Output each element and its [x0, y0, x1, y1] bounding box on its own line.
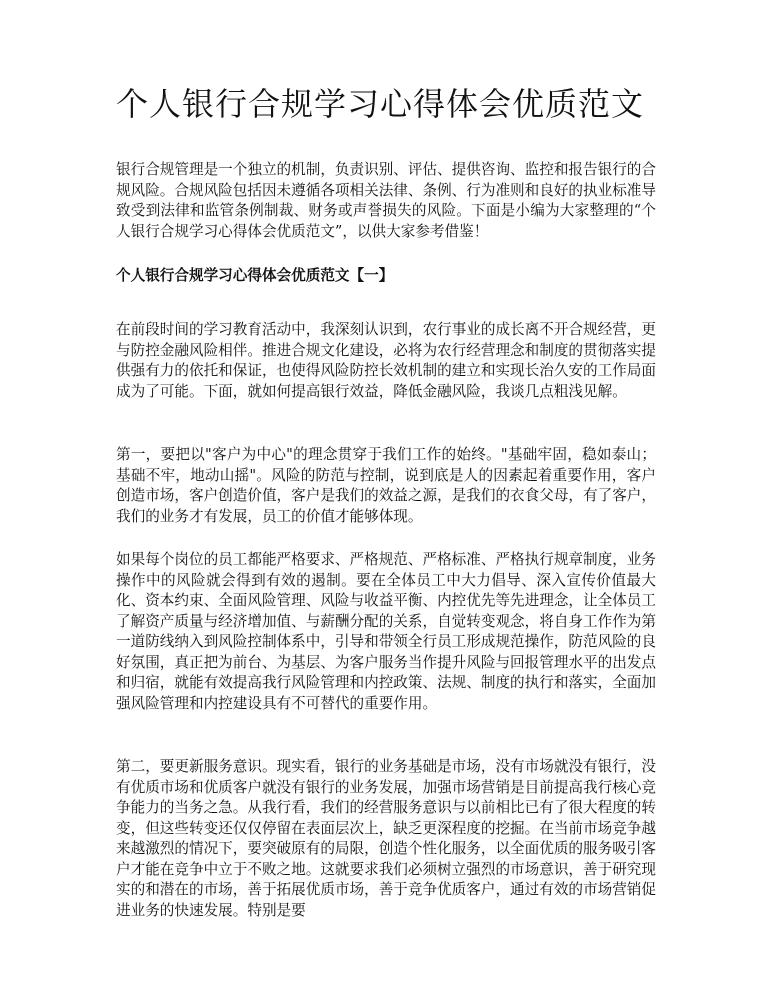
intro-paragraph: 银行合规管理是一个独立的机制，负责识别、评估、提供咨询、监控和报告银行的合规风险。合规风险包括因未遵循各项相关法律、条例、行为准则和良好的执业标准导致受到法律和监管条例制裁、财务或声誉损失的风险。下面是小编为大家整理的“个人银行合规学习心得体会优质范文”，以供大家参考借鉴！	[116, 161, 656, 240]
section-heading: 个人银行合规学习心得体会优质范文【一】	[116, 267, 394, 284]
body-paragraph-2: 第一，要把以"客户为中心"的理念贯穿于我们工作的始终。"基础牢固，稳如泰山；基础不牢，地动山摇"。风险的防范与控制，说到底是人的因素起着重要作用，客户创造市场，客户创造价值，客户是我们的效益之源，是我们的衣食父母，有了客户，我们的业务才有发展，员工的价值才能够体现。	[116, 446, 656, 525]
body-paragraph-1: 在前段时间的学习教育活动中，我深刻认识到，农行事业的成长离不开合规经营，更与防控金融风险相伴。推进合规文化建设，必将为农行经营理念和制度的贯彻落实提供强有力的依托和保证，也使得风险防控长效机制的建立和实现长治久安的工作局面成为了可能。下面，就如何提高银行效益，降低金融风险，我谈几点粗浅见解。	[116, 321, 656, 400]
body-paragraph-3: 如果每个岗位的员工都能严格要求、严格规范、严格标准、严格执行规章制度，业务操作中的风险就会得到有效的遏制。要在全体员工中大力倡导、深入宣传价值最大化、资本约束、全面风险管理、风险与收益平衡、内控优先等先进理念，让全体员工了解资产质量与经济增加值、与薪酬分配的关系，自觉转变观念，将自身工作作为第一道防线纳入到风险控制体系中，引导和带领全行员工形成规范操作，防范风险的良好氛围，真正把为前台、为基层、为客户服务当作提升风险与回报管理水平的出发点和归宿，就能有效提高我行风险管理和内控政策、法规、制度的执行和落实，全面加强风险管理和内控建设具有不可替代的重要作用。	[116, 551, 656, 712]
body-paragraph-4: 第二，要更新服务意识。现实看，银行的业务基础是市场，没有市场就没有银行，没有优质市场和优质客户就没有银行的业务发展，加强市场营销是目前提高我行核心竞争能力的当务之急。从我行看，我们的经营服务意识与以前相比已有了很大程度的转变，但这些转变还仅仅停留在表面层次上，缺乏更深程度的挖掘。在当前市场竞争越来越激烈的情况下，要突破原有的局限，创造个性化服务，以全面优质的服务吸引客户才能在竞争中立于不败之地。这就要求我们必须树立强烈的市场意识，善于研究现实的和潜在的市场，善于拓展优质市场，善于竞争优质客户，通过有效的市场营销促进业务的快速发展。特别是要	[116, 758, 656, 919]
document-title: 个人银行合规学习心得体会优质范文	[116, 85, 645, 123]
